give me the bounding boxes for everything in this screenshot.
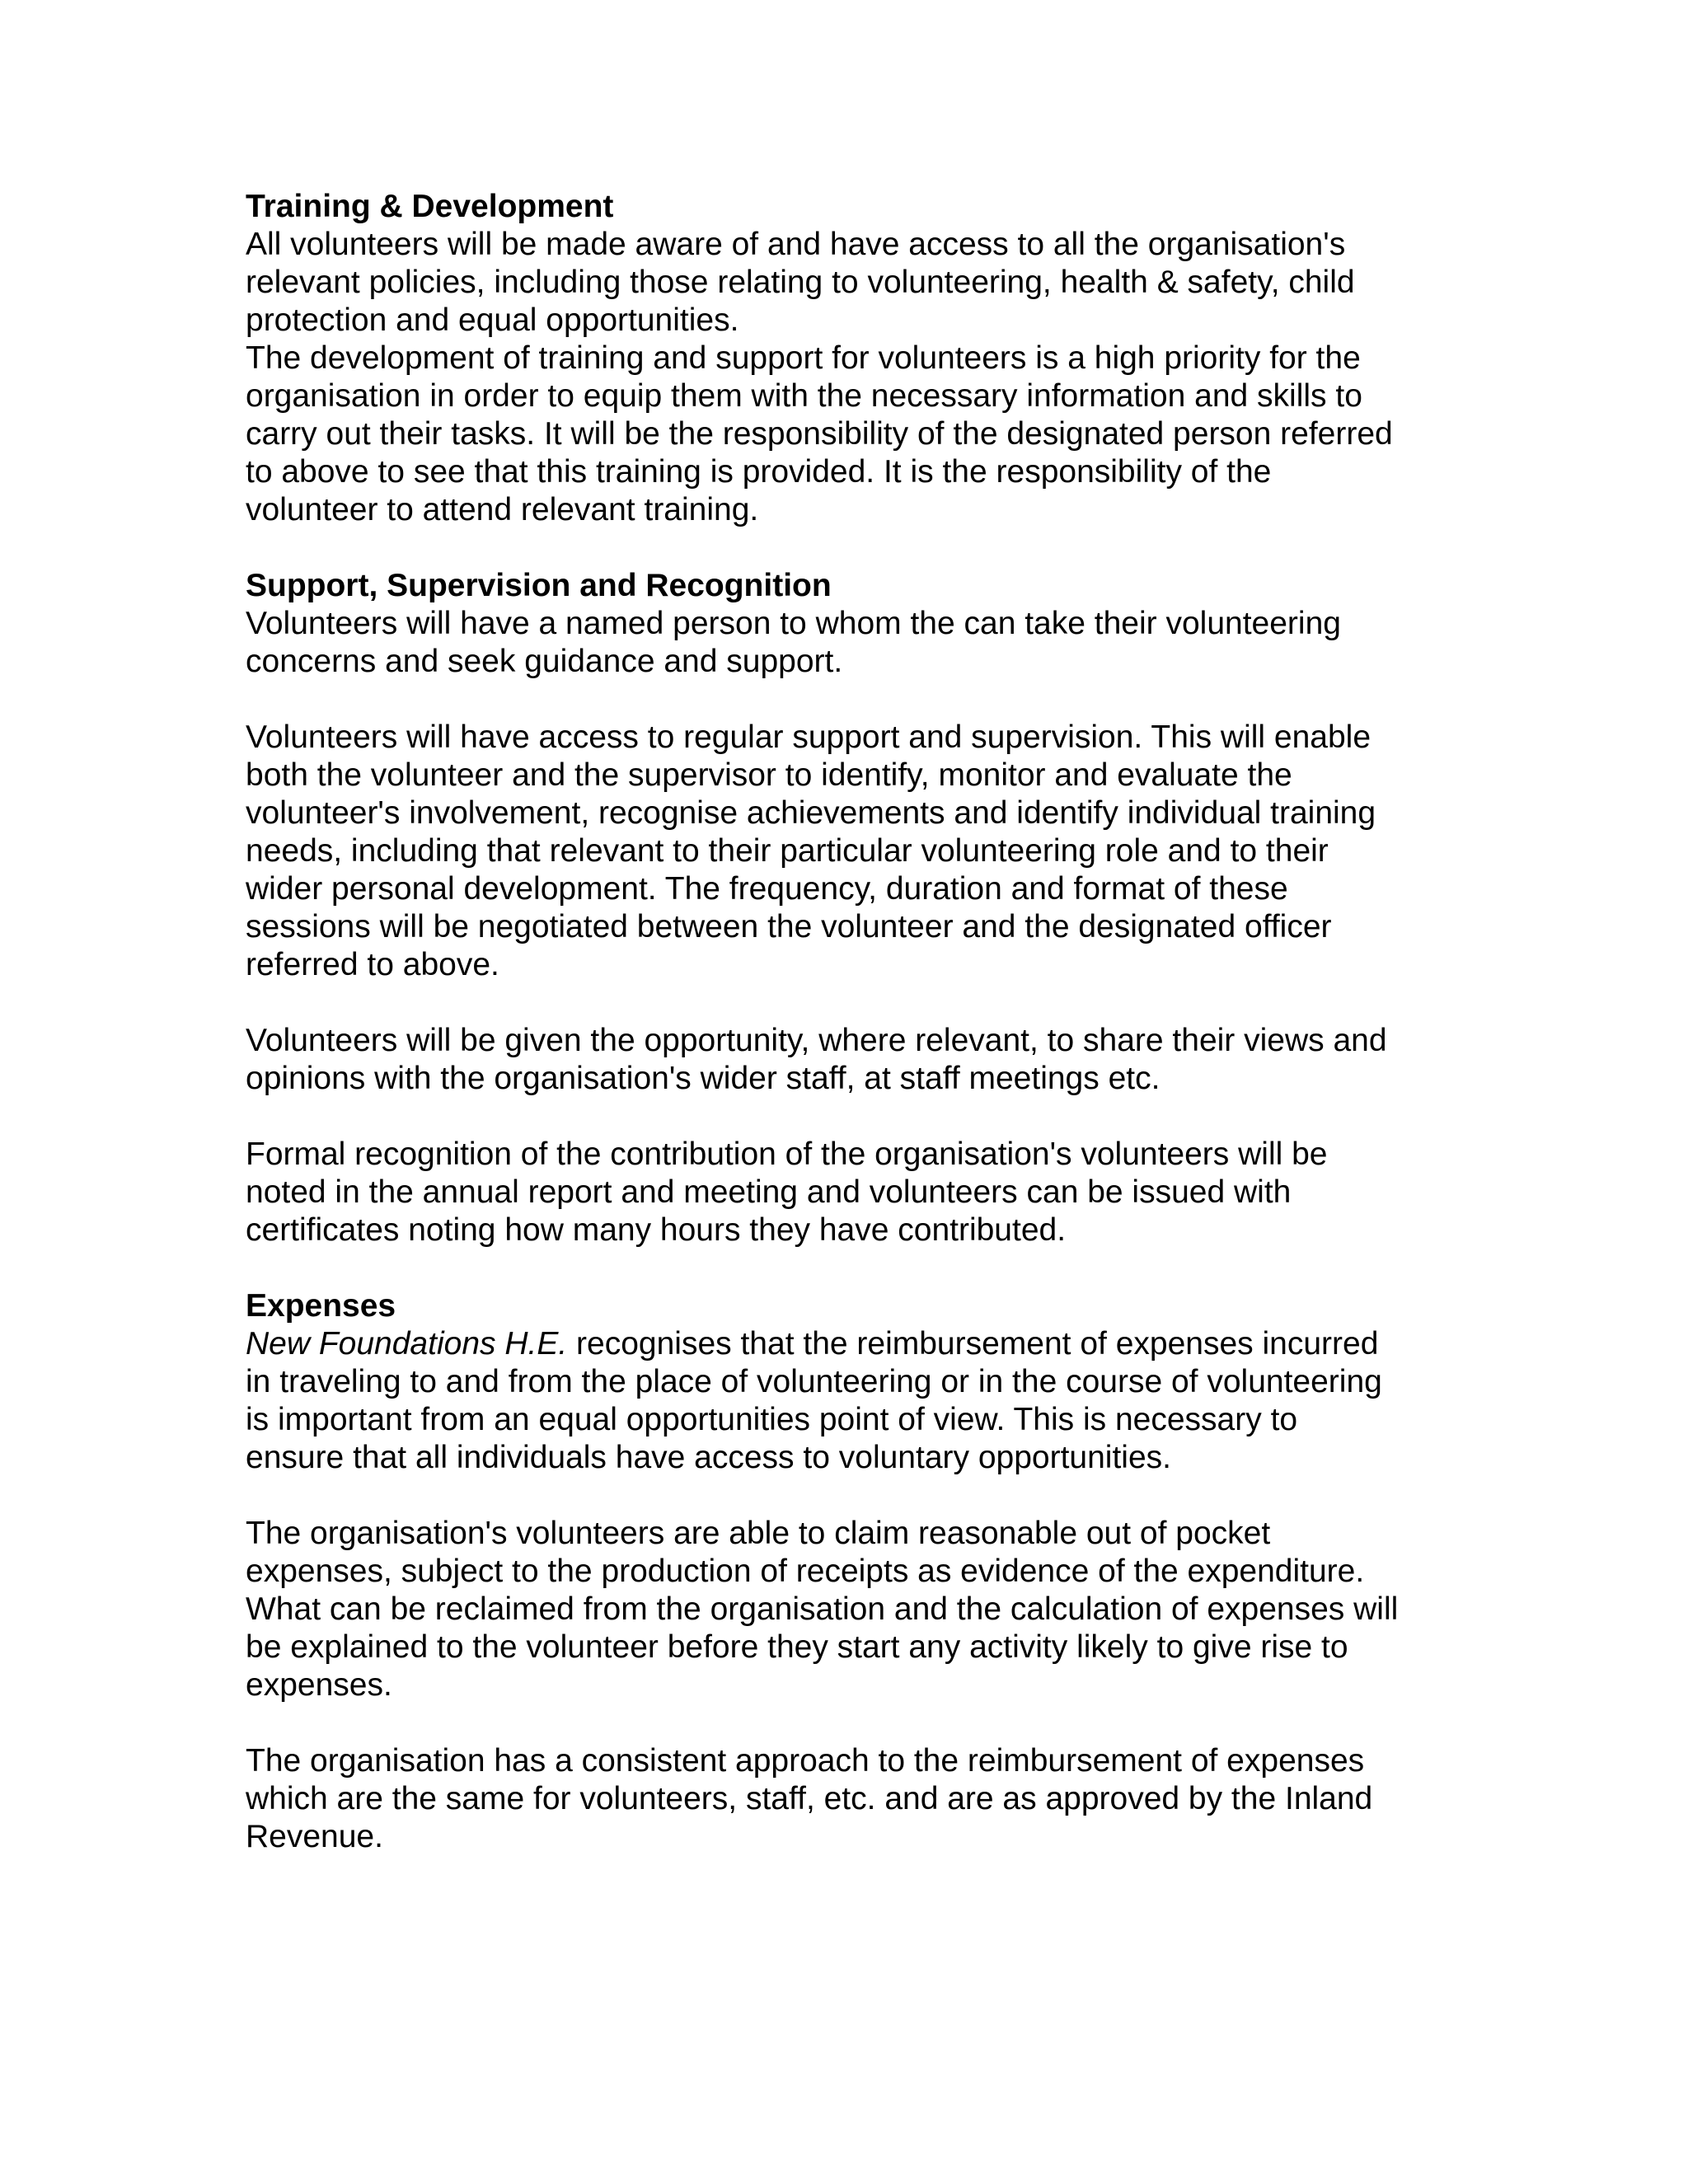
section-training-development: [246, 188, 1449, 529]
paragraph: Volunteers will have a named person to whom the can take their volunteering concerns and seek guidance and support.: [246, 606, 1341, 679]
paragraph: All volunteers will be made aware of and have access to all the organisation's relevant policies, including those relating to volunteering, health & safety, child protection and equal opportunities.: [246, 227, 1355, 338]
section-heading: Support, Supervision and Recognition: [246, 568, 832, 603]
section-support-supervision-recognition: [246, 567, 1449, 1249]
paragraph: The organisation's volunteers are able to claim reasonable out of pocket expenses, subject to the production of receipts as evidence of the expenditure. What can be reclaimed from the organisation and the calculation of expenses will be explained to the volunteer before they start any activity likely to give rise to expenses.: [246, 1516, 1399, 1703]
paragraph-spacer: [246, 984, 1449, 1022]
paragraph-spacer: [246, 1098, 1449, 1136]
paragraph-spacer: [246, 529, 1449, 567]
paragraph-spacer: [246, 1477, 1449, 1515]
section-expenses: [246, 1287, 1449, 1856]
paragraph: The development of training and support for volunteers is a high priority for the organisation in order to equip them with the necessary information and skills to carry out their tasks. It will be the responsibility of the designated person referred to above to see that this training is provided. It is the responsibility of the volunteer to attend relevant training.: [246, 340, 1393, 527]
document-page: [246, 188, 1449, 1856]
paragraph: Volunteers will have access to regular support and supervision. This will enable both the volunteer and the supervisor to identify, monitor and evaluate the volunteer's involvement, recognise achievements and identify individual training needs, including that relevant to their particular volunteering role and to their wider personal development. The frequency, duration and format of these sessions will be negotiated between the volunteer and the designated officer referred to above.: [246, 719, 1376, 982]
section-heading: Training & Development: [246, 189, 614, 224]
paragraph: Volunteers will be given the opportunity, where relevant, to share their views and opinions with the organisation's wider staff, at staff meetings etc.: [246, 1023, 1387, 1096]
section-heading: Expenses: [246, 1288, 396, 1324]
paragraph-spacer: [246, 1249, 1449, 1287]
paragraph-spacer: [246, 681, 1449, 719]
paragraph-text: recognises that the reimbursement of expenses incurred in traveling to and from the place of volunteering or in the course of volunteering is important from an equal opportunities point of view. This is necessary to ensure that all individuals have access to voluntary opportunities.: [246, 1326, 1382, 1475]
paragraph: Formal recognition of the contribution of the organisation's volunteers will be noted in the annual report and meeting and volunteers can be issued with certificates noting how many hours they have contributed.: [246, 1137, 1328, 1248]
organisation-name: New Foundations H.E.: [246, 1326, 568, 1361]
paragraph: [246, 1325, 1449, 1477]
paragraph: The organisation has a consistent approach to the reimbursement of expenses which are the same for volunteers, staff, etc. and are as approved by the Inland Revenue.: [246, 1743, 1373, 1854]
paragraph-spacer: [246, 1704, 1449, 1742]
